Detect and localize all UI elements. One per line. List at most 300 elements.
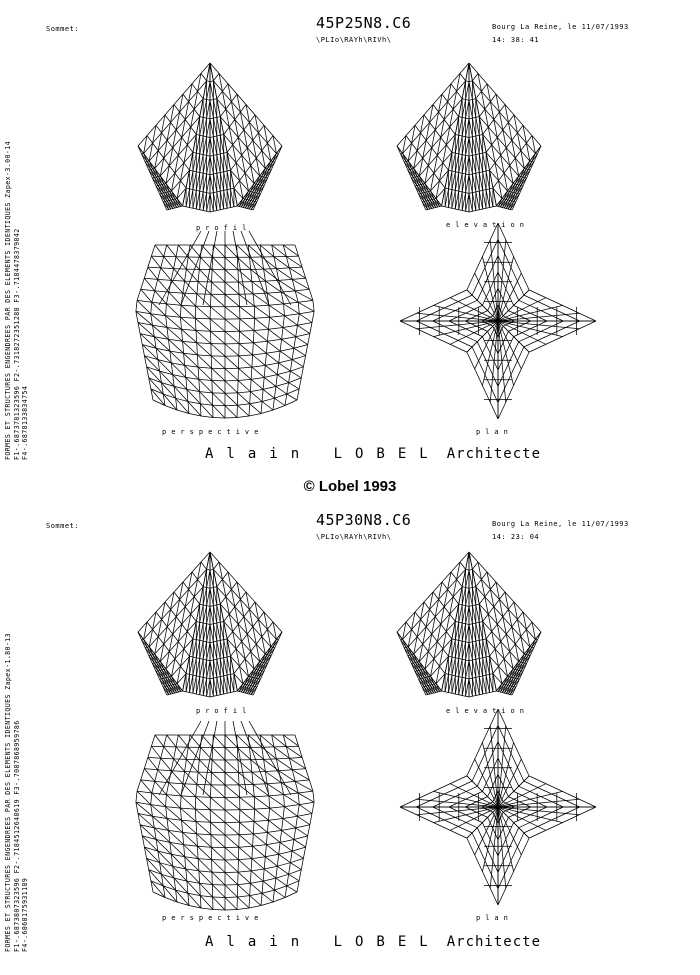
- mesh-line: [284, 314, 299, 316]
- mesh-line: [401, 154, 440, 207]
- mesh-line: [210, 152, 227, 156]
- mesh-line: [166, 304, 181, 305]
- mesh-line: [277, 371, 290, 375]
- mesh-line: [158, 268, 161, 280]
- mesh-line: [200, 404, 201, 416]
- mesh-line: [253, 341, 267, 342]
- mesh-line: [270, 808, 283, 818]
- mesh-line: [181, 796, 196, 797]
- mesh-line: [476, 587, 530, 647]
- mesh-line: [227, 115, 255, 152]
- mesh-line: [496, 632, 541, 691]
- mesh-line: [196, 784, 197, 796]
- mesh-line: [277, 863, 290, 867]
- mesh-line: [397, 63, 469, 146]
- mesh-line: [171, 771, 184, 772]
- mesh-line: [466, 569, 469, 570]
- mesh-line: [211, 282, 212, 294]
- mesh-line: [198, 367, 199, 379]
- mesh-line: [237, 748, 238, 760]
- mesh-line: [225, 860, 238, 872]
- mesh-line: [240, 810, 254, 822]
- mesh-line: [251, 367, 252, 379]
- mesh-line: [212, 772, 226, 785]
- mesh-line: [239, 847, 252, 858]
- mesh-line: [267, 292, 281, 293]
- mesh-line: [197, 784, 211, 785]
- mesh-line: [225, 898, 237, 910]
- mesh-line: [188, 402, 189, 414]
- mesh-line: [225, 381, 238, 393]
- mesh-line: [197, 834, 212, 847]
- mesh-line: [280, 842, 292, 851]
- mesh-line: [261, 402, 262, 414]
- mesh-line: [164, 245, 167, 257]
- mesh-line: [196, 797, 211, 798]
- mesh-line: [169, 783, 181, 796]
- mesh-line: [238, 860, 251, 871]
- mesh-line: [155, 770, 158, 782]
- mesh-line: [269, 796, 285, 807]
- mesh-line: [182, 329, 197, 342]
- vertical-caption: [4, 633, 30, 952]
- mesh-line: [290, 367, 303, 371]
- mesh-line: [267, 830, 281, 832]
- mesh-line: [263, 377, 264, 389]
- mesh-line: [280, 348, 294, 351]
- mesh-line: [292, 278, 305, 279]
- mesh-line: [532, 136, 535, 154]
- mesh-line: [265, 845, 266, 857]
- mesh-line: [287, 881, 299, 886]
- mesh-line: [498, 256, 514, 321]
- mesh-line: [225, 748, 238, 760]
- mesh-line: [469, 569, 472, 570]
- mesh-line: [267, 341, 280, 351]
- mesh-line: [165, 115, 193, 152]
- mesh-line: [498, 290, 529, 321]
- mesh-line: [148, 256, 152, 267]
- mesh-line: [239, 355, 253, 356]
- mesh-line: [265, 772, 267, 784]
- drawing-sheet-1: [0, 0, 700, 478]
- mesh-line: [211, 785, 225, 798]
- mesh-line: [261, 893, 262, 905]
- mesh-line: [292, 348, 294, 359]
- mesh-line: [238, 760, 239, 773]
- mesh-line: [265, 363, 278, 366]
- mesh-line: [269, 304, 284, 305]
- mesh-line: [469, 117, 479, 119]
- mesh-line: [262, 257, 264, 269]
- vertical-line-2: F1-.6873781323596 F2-.7318272351288 F3-.7184478379842: [13, 141, 22, 460]
- mesh-line: [240, 306, 255, 307]
- mesh-line: [148, 267, 161, 268]
- mesh-line: [265, 771, 278, 772]
- mesh-line: [253, 331, 254, 343]
- mesh-line: [152, 291, 155, 302]
- mesh-line: [200, 392, 213, 406]
- mesh-line: [306, 345, 308, 356]
- mesh-line: [199, 379, 212, 380]
- mesh-line: [282, 828, 296, 831]
- mesh-line: [182, 820, 183, 832]
- mesh-line: [289, 383, 300, 389]
- mesh-line: [213, 748, 225, 761]
- mesh-line: [254, 329, 269, 330]
- mesh-line: [512, 146, 541, 210]
- mesh-line: [498, 321, 579, 329]
- mesh-line: [250, 883, 251, 895]
- mesh-line: [238, 392, 251, 393]
- mesh-line: [262, 747, 264, 759]
- mesh-line: [225, 735, 237, 748]
- mesh-line: [239, 640, 278, 692]
- mesh-line: [200, 883, 213, 884]
- mesh-line: [490, 807, 498, 888]
- mesh-line: [498, 807, 506, 888]
- mesh-line: [253, 632, 282, 695]
- mesh-line: [183, 832, 197, 834]
- mesh-line: [467, 290, 498, 321]
- mesh-line: [225, 418, 237, 419]
- mesh-line: [251, 377, 264, 379]
- mesh-line: [289, 371, 291, 383]
- mesh-line: [185, 857, 186, 869]
- mesh-line: [296, 825, 310, 828]
- mesh-line: [197, 343, 198, 355]
- mesh-line: [253, 294, 269, 305]
- mesh-line: [266, 351, 280, 353]
- mesh-line: [183, 281, 185, 293]
- mesh-line: [144, 622, 147, 639]
- mesh-line: [213, 257, 225, 269]
- mesh-line: [166, 783, 168, 795]
- mesh-line: [270, 317, 283, 327]
- mesh-line: [237, 897, 249, 908]
- mesh-line: [210, 307, 225, 320]
- mesh-line: [269, 795, 284, 796]
- mesh-line: [239, 846, 253, 847]
- mesh-line: [168, 339, 170, 351]
- mesh-line: [284, 304, 300, 314]
- mesh-line: [498, 154, 537, 207]
- mesh-line: [250, 392, 262, 402]
- mesh-line: [254, 809, 255, 821]
- print-time: 14: 38: 41: [492, 37, 539, 44]
- mesh-line: [210, 119, 227, 208]
- mesh-line: [225, 369, 238, 381]
- mesh-line: [253, 353, 267, 355]
- mesh-line: [142, 640, 181, 692]
- mesh-line: [144, 569, 207, 639]
- mesh-line: [239, 282, 254, 294]
- mesh-line: [166, 807, 181, 809]
- mesh-line: [180, 317, 195, 318]
- mesh-line: [193, 119, 210, 208]
- mesh-line: [183, 341, 198, 355]
- mesh-line: [263, 869, 264, 881]
- mesh-line: [138, 632, 167, 695]
- mesh-line: [283, 819, 296, 828]
- mesh-line: [170, 842, 171, 854]
- mesh-line: [482, 256, 498, 321]
- mesh-line: [213, 81, 276, 154]
- mesh-line: [252, 281, 266, 282]
- mesh-line: [200, 896, 201, 908]
- mesh-line: [213, 405, 225, 418]
- mesh-line: [185, 365, 186, 377]
- mesh-line: [152, 302, 167, 304]
- mesh-line: [210, 810, 225, 823]
- mesh-line: [238, 885, 250, 896]
- sommet-label: Sommet:: [46, 26, 79, 33]
- mesh-line: [152, 793, 166, 807]
- mesh-line: [225, 344, 239, 356]
- mesh-line: [161, 758, 174, 759]
- mesh-line: [262, 893, 273, 902]
- mesh-line: [200, 883, 201, 895]
- mesh-line: [403, 622, 406, 639]
- mesh-line: [292, 840, 294, 852]
- mesh-line: [201, 416, 213, 418]
- mesh-line: [472, 81, 535, 154]
- mesh-line: [498, 726, 506, 807]
- mesh-line: [151, 793, 152, 805]
- mesh-line: [296, 334, 310, 337]
- mesh-line: [195, 318, 210, 319]
- vertical-line-1: FORMES ET STRUCTURES ENGENDREES PAR DES ELEMENTS IDENTIQUES Zapex-3.00-14: [4, 141, 13, 460]
- mesh-line: [225, 910, 237, 911]
- mesh-line: [166, 807, 167, 819]
- mesh-line: [141, 289, 155, 291]
- mesh-line: [184, 845, 185, 857]
- mesh-line: [267, 293, 284, 304]
- mesh-line: [169, 292, 181, 305]
- mesh-line: [174, 759, 185, 772]
- mesh-line: [294, 348, 306, 356]
- mesh-line: [262, 389, 263, 401]
- mesh-line: [254, 822, 267, 833]
- architect-credit: [205, 935, 541, 949]
- mesh-line: [201, 908, 213, 910]
- mesh-line: [151, 302, 152, 314]
- mesh-line: [182, 329, 197, 330]
- mesh-line: [498, 240, 506, 321]
- mesh-line: [240, 307, 255, 319]
- mesh-line: [239, 344, 253, 355]
- mesh-line: [472, 73, 478, 81]
- mesh-line: [269, 305, 270, 317]
- mesh-line: [482, 321, 498, 386]
- mesh-line: [238, 871, 251, 872]
- mesh-line: [240, 331, 254, 342]
- mesh-line: [201, 73, 207, 81]
- mesh-line: [306, 836, 308, 847]
- mesh-line: [255, 317, 270, 318]
- mesh-line: [237, 245, 250, 257]
- mesh-line: [200, 896, 213, 910]
- mesh-line: [212, 270, 225, 283]
- mesh-line: [254, 796, 269, 797]
- mesh-line: [197, 846, 211, 859]
- mesh-line: [142, 154, 181, 207]
- mesh-line: [277, 363, 278, 375]
- mesh-line: [283, 316, 284, 328]
- mesh-line: [397, 632, 442, 691]
- mesh-line: [251, 859, 252, 871]
- mesh-line: [207, 569, 210, 570]
- mesh-line: [264, 377, 276, 386]
- mesh-line: [276, 268, 289, 269]
- mesh-line: [199, 379, 200, 391]
- mesh-line: [452, 119, 469, 208]
- mesh-line: [210, 569, 213, 570]
- mesh-line: [255, 318, 269, 329]
- mesh-line: [213, 910, 225, 911]
- mesh-line: [197, 343, 211, 344]
- mesh-line: [424, 115, 452, 152]
- mesh-line: [174, 759, 187, 760]
- label-profil: profil: [196, 225, 251, 232]
- mesh-line: [181, 796, 195, 809]
- mesh-line: [401, 640, 440, 692]
- mesh-line: [161, 268, 174, 269]
- mesh-line: [141, 769, 145, 780]
- mesh-line: [161, 268, 172, 281]
- mesh-line: [469, 552, 541, 632]
- mesh-line: [200, 604, 210, 606]
- mesh-line: [238, 367, 252, 368]
- mesh-line: [169, 292, 183, 293]
- mesh-line: [207, 193, 210, 211]
- mesh-line: [237, 404, 249, 405]
- mesh-line: [279, 363, 291, 371]
- mesh-line: [211, 344, 225, 357]
- mesh-line: [197, 834, 198, 846]
- mesh-line: [267, 329, 268, 341]
- mesh-line: [166, 304, 180, 317]
- mesh-line: [298, 793, 314, 802]
- mesh-line: [433, 791, 498, 807]
- mesh-line: [512, 632, 541, 695]
- mesh-line: [253, 146, 282, 210]
- mesh-line: [239, 154, 278, 207]
- mesh-line: [240, 319, 254, 331]
- mesh-line: [198, 859, 212, 873]
- mesh-line: [137, 289, 141, 300]
- mesh-line: [298, 302, 299, 314]
- mesh-line: [199, 379, 212, 393]
- mesh-line: [295, 289, 309, 291]
- mesh-line: [276, 878, 287, 886]
- mesh-line: [185, 281, 199, 282]
- mesh-line: [289, 757, 302, 758]
- mesh-line: [240, 331, 255, 332]
- mesh-line: [459, 117, 469, 119]
- vertical-line-3: F4-.6868175931189: [21, 633, 30, 952]
- mesh-line: [498, 313, 579, 321]
- mesh-line: [212, 282, 226, 294]
- mesh-line: [403, 136, 406, 154]
- mesh-line: [225, 823, 239, 835]
- mesh-line: [263, 389, 274, 398]
- mesh-line: [211, 772, 212, 785]
- mesh-line: [225, 885, 237, 897]
- mesh-line: [167, 819, 168, 831]
- mesh-line: [266, 341, 267, 353]
- mesh-line: [253, 834, 254, 846]
- mesh-line: [237, 257, 238, 269]
- label-elevation: elevation: [446, 222, 529, 229]
- mesh-line: [466, 193, 469, 211]
- mesh-line: [498, 640, 537, 692]
- mesh-line: [250, 893, 262, 895]
- mesh-line: [171, 363, 172, 375]
- mesh-line: [240, 809, 255, 810]
- mesh-line: [265, 281, 281, 292]
- mesh-line: [182, 820, 197, 821]
- mesh-line: [274, 878, 276, 890]
- mesh-line: [467, 807, 498, 838]
- mesh-line: [211, 356, 225, 369]
- mesh-line: [185, 269, 187, 281]
- mesh-line: [196, 822, 211, 823]
- mesh-line: [149, 587, 203, 647]
- mesh-line: [498, 321, 529, 352]
- mesh-line: [212, 748, 213, 760]
- mesh-line: [273, 398, 274, 410]
- mesh-line: [251, 871, 263, 881]
- mesh-line: [294, 337, 296, 349]
- mesh-line: [193, 152, 210, 156]
- mesh-line: [225, 270, 239, 282]
- mesh-line: [212, 393, 225, 406]
- mesh-line: [251, 760, 252, 772]
- mesh-line: [267, 820, 268, 832]
- mesh-line: [225, 848, 238, 860]
- mesh-line: [180, 317, 181, 329]
- mesh-line: [287, 886, 297, 892]
- structure-code: 45P30N8.C6: [316, 513, 411, 528]
- mesh-line: [210, 785, 211, 797]
- mesh-line: [253, 834, 266, 845]
- mesh-line: [158, 758, 161, 770]
- mesh-line: [282, 337, 296, 340]
- mesh-line: [188, 893, 189, 905]
- mesh-line: [452, 606, 469, 693]
- mesh-line: [238, 381, 250, 392]
- mesh-line: [199, 871, 212, 872]
- mesh-line: [285, 886, 287, 898]
- mesh-line: [269, 305, 285, 316]
- mesh-line: [252, 859, 264, 869]
- mesh-line: [238, 270, 239, 282]
- mesh-line: [498, 776, 529, 807]
- mesh-line: [255, 808, 270, 809]
- sommet-label: Sommet:: [46, 523, 79, 530]
- mesh-line: [166, 316, 167, 328]
- mesh-line: [196, 306, 211, 307]
- mesh-line: [397, 632, 426, 695]
- mesh-line: [282, 830, 294, 839]
- mesh-line: [168, 830, 170, 842]
- mesh-line: [290, 371, 301, 378]
- mesh-line: [285, 400, 297, 406]
- mesh-line: [253, 846, 266, 857]
- vertical-line-1: FORMES ET STRUCTURES ENGENDREES PAR DES ELEMENTS IDENTIQUES Zapex-1.80-13: [4, 633, 13, 952]
- mesh-line: [279, 842, 280, 854]
